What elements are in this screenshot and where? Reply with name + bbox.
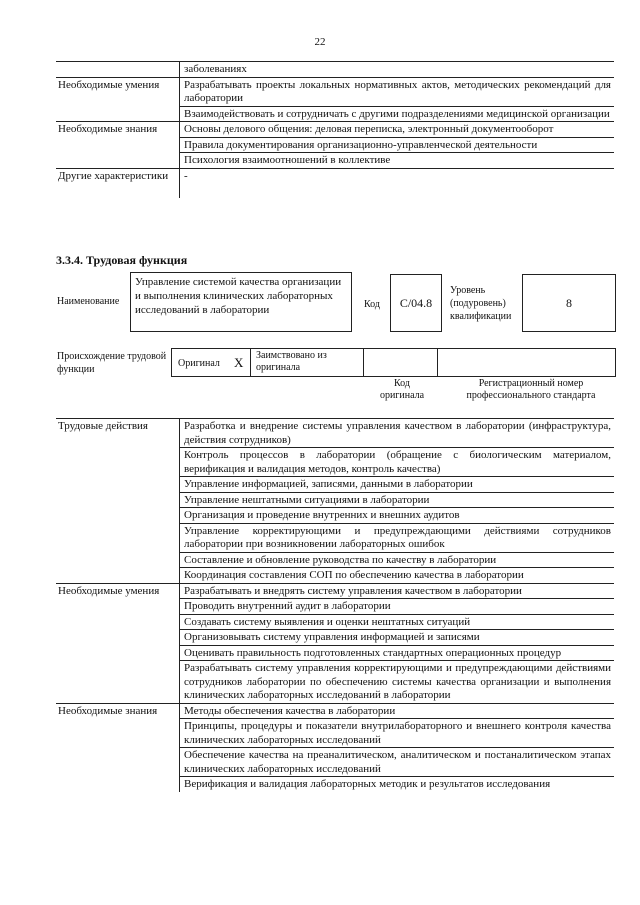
row-label-skills: Необходимые умения <box>56 583 180 703</box>
table-cell: Проводить внутренний аудит в лаборатории <box>180 599 615 615</box>
row-label-other: Другие характеристики <box>58 169 169 182</box>
table-cell: Обеспечение качества на преаналитическом, аналитическом и постаналитическом этапах клинических лабораторных исследований <box>180 748 615 777</box>
divider <box>363 348 364 376</box>
level-box <box>522 274 616 332</box>
regnum-caption: Регистрационный номер профессионального стандарта <box>466 378 596 401</box>
table-cell: Оценивать правильность подготовленных стандартных операционных процедур <box>180 645 615 661</box>
table-cell: Управление нештатными ситуациями в лаборатории <box>180 492 615 508</box>
table-cell: Психология взаимоотношений в коллективе <box>180 153 615 169</box>
original-mark: X <box>234 355 244 370</box>
code-box <box>390 274 442 332</box>
labor-function-table <box>56 418 614 792</box>
level-value: 8 <box>566 296 572 310</box>
row-label <box>56 62 180 78</box>
table-cell: заболеваниях <box>180 62 615 78</box>
divider <box>250 348 251 376</box>
table-cell: Организовывать систему управления информацией и записями <box>180 630 615 646</box>
table-cell: Основы делового общения: деловая переписка, электронный документооборот <box>180 122 615 138</box>
origin-label: Происхождение трудовой функции <box>57 351 167 375</box>
table-cell: Составление и обновление руководства по качеству в лаборатории <box>180 552 615 568</box>
row-label-skills: Необходимые умения <box>56 77 180 122</box>
function-name: Управление системой качества организации и выполнения клинических лабораторных исследований в лаборатории <box>130 272 352 332</box>
table-cell: Управление корректирующими и предупреждающими действиями сотрудников лаборатории при возникновении лабораторных ошибок <box>180 523 615 552</box>
name-label: Наименование <box>57 296 120 307</box>
code-value: С/04.8 <box>399 296 433 310</box>
row-label-knowledge: Необходимые знания <box>58 704 158 717</box>
table-cell: Управление информацией, записями, данными в лаборатории <box>180 477 615 493</box>
table-cell: Взаимодействовать и сотрудничать с другими подразделениями медицинской организации <box>180 106 615 122</box>
code-label: Код <box>364 299 380 310</box>
table-cell: Верификация и валидация лабораторных методик и результатов исследования <box>180 777 615 792</box>
skills-table-continued <box>56 61 614 198</box>
table-cell: Организация и проведение внутренних и внешних аудитов <box>180 508 615 524</box>
table-cell: Координация составления СОП по обеспечению качества в лаборатории <box>180 568 615 584</box>
table-cell: Разрабатывать и внедрять систему управления качеством в лаборатории <box>180 583 615 599</box>
divider <box>437 348 438 376</box>
row-label-knowledge: Необходимые знания <box>56 122 180 169</box>
table-cell: Принципы, процедуры и показатели внутрилабораторного и внешнего контроля качества клинических лабораторных исследований <box>180 719 615 748</box>
table-cell: Разработка и внедрение системы управления качеством в лаборатории (инфраструктура, действия сотрудников) <box>180 419 615 448</box>
row-label-actions: Трудовые действия <box>56 419 180 584</box>
original-label: Оригинал <box>178 358 220 369</box>
table-cell: Разрабатывать систему управления корректирующими и предупреждающими действиями сотрудников лаборатории по обеспечению системы качества организации и выполнения клинических лабораторных исследований в лаборатории <box>180 661 615 704</box>
borrowed-label: Заимствовано из оригинала <box>256 350 327 373</box>
section-title: 3.3.4. Трудовая функция <box>56 253 188 267</box>
table-cell: Создавать систему выявления и оценки нештатных ситуаций <box>180 614 615 630</box>
page-number: 22 <box>314 36 326 48</box>
table-cell: Контроль процессов в лаборатории (обращение с биологическим материалом, верификация и валидация методов, контроль качества) <box>180 448 615 477</box>
table-cell: - <box>180 168 615 198</box>
table-cell: Методы обеспечения качества в лаборатории <box>180 703 615 719</box>
level-label: Уровень (подуровень) квалификации <box>450 285 512 322</box>
table-cell: Разрабатывать проекты локальных нормативных актов, методических рекомендаций для лаборатории <box>180 77 615 106</box>
code-caption: Код оригинала <box>379 378 425 401</box>
table-cell: Правила документирования организационно-управленческой деятельности <box>180 137 615 153</box>
